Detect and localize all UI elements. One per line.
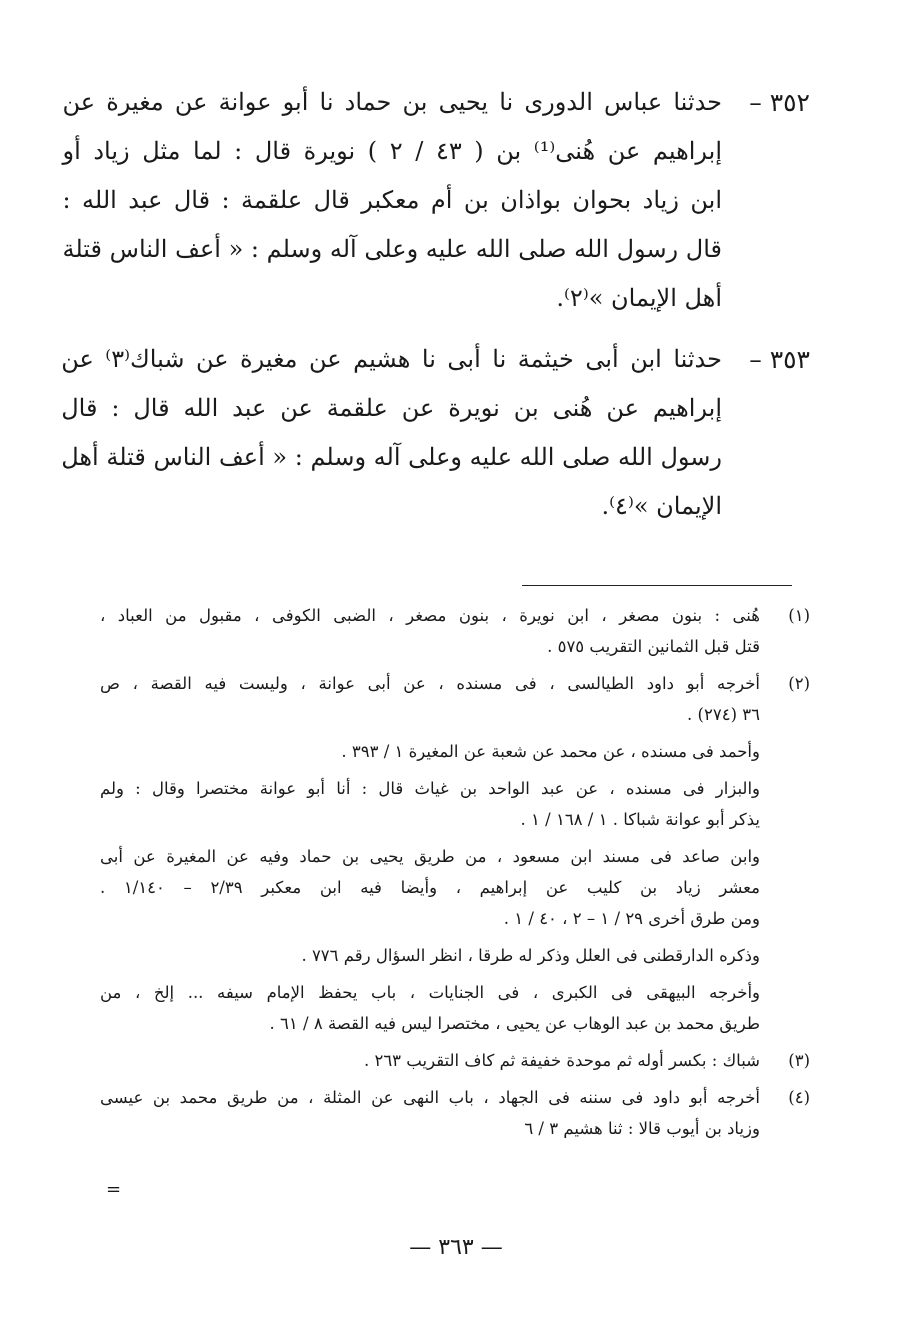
footnote-line: وابن صاعد فى مسند ابن مسعود ، من طريق يحيى بن حماد وفيه عن المغيرة عن أبى [100, 847, 760, 866]
main-text [61, 78, 810, 543]
footnote-text [100, 1082, 760, 1144]
footnote-line: والبزار فى مسنده ، عن عبد الواحد بن غياث قال : أنا أبو عوانة مختصرا وقال : ولم [100, 779, 760, 798]
footnote [100, 600, 810, 662]
footnote [100, 977, 760, 1039]
hadith-line: حدثنا عباس الدورى نا يحيى بن حماد نا أبو عوانة عن مغيرة عن [62, 88, 722, 116]
hadith-line: حدثنا ابن أبى خيثمة نا أبى نا هشيم عن مغيرة عن شباك⁽٣⁾ عن [61, 345, 722, 373]
footnote-line: طريق محمد بن عبد الوهاب عن يحيى ، مختصرا ليس فيه القصة ٨ / ٦١ . [269, 1014, 760, 1033]
footnote-number: (٣) [788, 1051, 810, 1070]
page-number: — ٣٦٣ — [409, 1235, 503, 1260]
hadith-text [61, 335, 722, 531]
footnote-text [100, 668, 760, 730]
footnote-line: وأخرجه البيهقى فى الكبرى ، فى الجنايات ، باب يحفظ الإمام سيفه ... إلخ ، من [100, 983, 760, 1002]
footnote-text [100, 600, 760, 662]
footnote-line: شباك : بكسر أوله ثم موحدة خفيفة ثم كاف التقريب ٢٦٣ . [363, 1051, 760, 1070]
footnote-number: (٢) [788, 674, 810, 693]
footnote-line: يذكر أبو عوانة شباكا . ١ / ١٦٨ / ١ . [520, 810, 760, 829]
hadith-number: ٣٥٢ – [749, 88, 810, 117]
footnote-line: ومن طرق أخرى ٢٩ / ١ – ٢ ، ٤٠ / ١ . [503, 909, 760, 928]
hadith-line: الإيمان »⁽٤⁾. [601, 492, 722, 520]
continuation-mark: = [106, 1179, 122, 1200]
footnote [100, 773, 760, 835]
hadith-line: قال رسول الله صلى الله عليه وعلى آله وسلم : « أعف الناس قتلة [62, 235, 722, 263]
footnote-line: وأحمد فى مسنده ، عن محمد عن شعبة عن المغيرة ١ / ٣٩٣ . [341, 742, 760, 761]
footnote-text [100, 977, 760, 1039]
hadith-line: إبراهيم عن هُنى⁽¹⁾ بن ( ٤٣ / ٢ ) نويرة قال : لما مثل زياد أو [62, 137, 723, 165]
hadith-block [61, 335, 810, 531]
hadith-text [62, 78, 722, 323]
footnote [100, 1082, 810, 1144]
footnote-line: ٣٦ (٢٧٤) . [687, 705, 760, 724]
footnote [100, 1045, 810, 1076]
footnote-line: أخرجه أبو داود الطيالسى ، فى مسنده ، عن أبى عوانة ، وليست فيه القصة ، ص [100, 674, 760, 693]
footnote-text [100, 1045, 760, 1076]
footnote-line: وذكره الدارقطنى فى العلل وذكر له طرقا ، انظر السؤال رقم ٧٧٦ . [301, 946, 760, 965]
hadith-line: رسول الله صلى الله عليه وعلى آله وسلم : « أعف الناس قتلة أهل [61, 443, 722, 471]
footnote-line: وزياد بن أيوب قالا : ثنا هشيم ٣ / ٦ [524, 1119, 760, 1138]
footnote-line: هُنى : بنون مصغر ، ابن نويرة ، بنون مصغر ، الضبى الكوفى ، مقبول من العباد ، [100, 606, 760, 625]
footnote-text [100, 940, 760, 971]
footnote [100, 940, 760, 971]
footnote [100, 841, 760, 934]
hadith-line: ابن زياد بحوان بواذان بن أم معكبر قال علقمة : قال عبد الله : [62, 186, 722, 214]
footnote-number: (١) [788, 606, 810, 625]
footnote-text [100, 841, 760, 934]
footnote [100, 736, 760, 767]
hadith-number: ٣٥٣ – [749, 345, 810, 374]
hadith-line: أهل الإيمان »⁽٢⁾. [556, 284, 722, 312]
hadith-block [62, 78, 810, 323]
footnotes [100, 600, 810, 1150]
footnote-line: قتل قبل الثمانين التقريب ٥٧٥ . [547, 637, 760, 656]
footnote-text [100, 736, 760, 767]
footnote-line: أخرجه أبو داود فى سننه فى الجهاد ، باب النهى عن المثلة ، من طريق محمد بن عيسى [100, 1088, 760, 1107]
footnote-line: معشر زياد بن كليب عن إبراهيم ، وأيضا فيه ابن معكبر ٢/٣٩ – ١/١٤٠ . [100, 878, 760, 897]
footnote-number: (٤) [788, 1088, 810, 1107]
footnote [100, 668, 810, 730]
footnote-text [100, 773, 760, 835]
hadith-line: إبراهيم عن هُنى بن نويرة عن علقمة عن عبد الله قال : قال [61, 394, 722, 422]
footnote-separator [522, 585, 792, 586]
